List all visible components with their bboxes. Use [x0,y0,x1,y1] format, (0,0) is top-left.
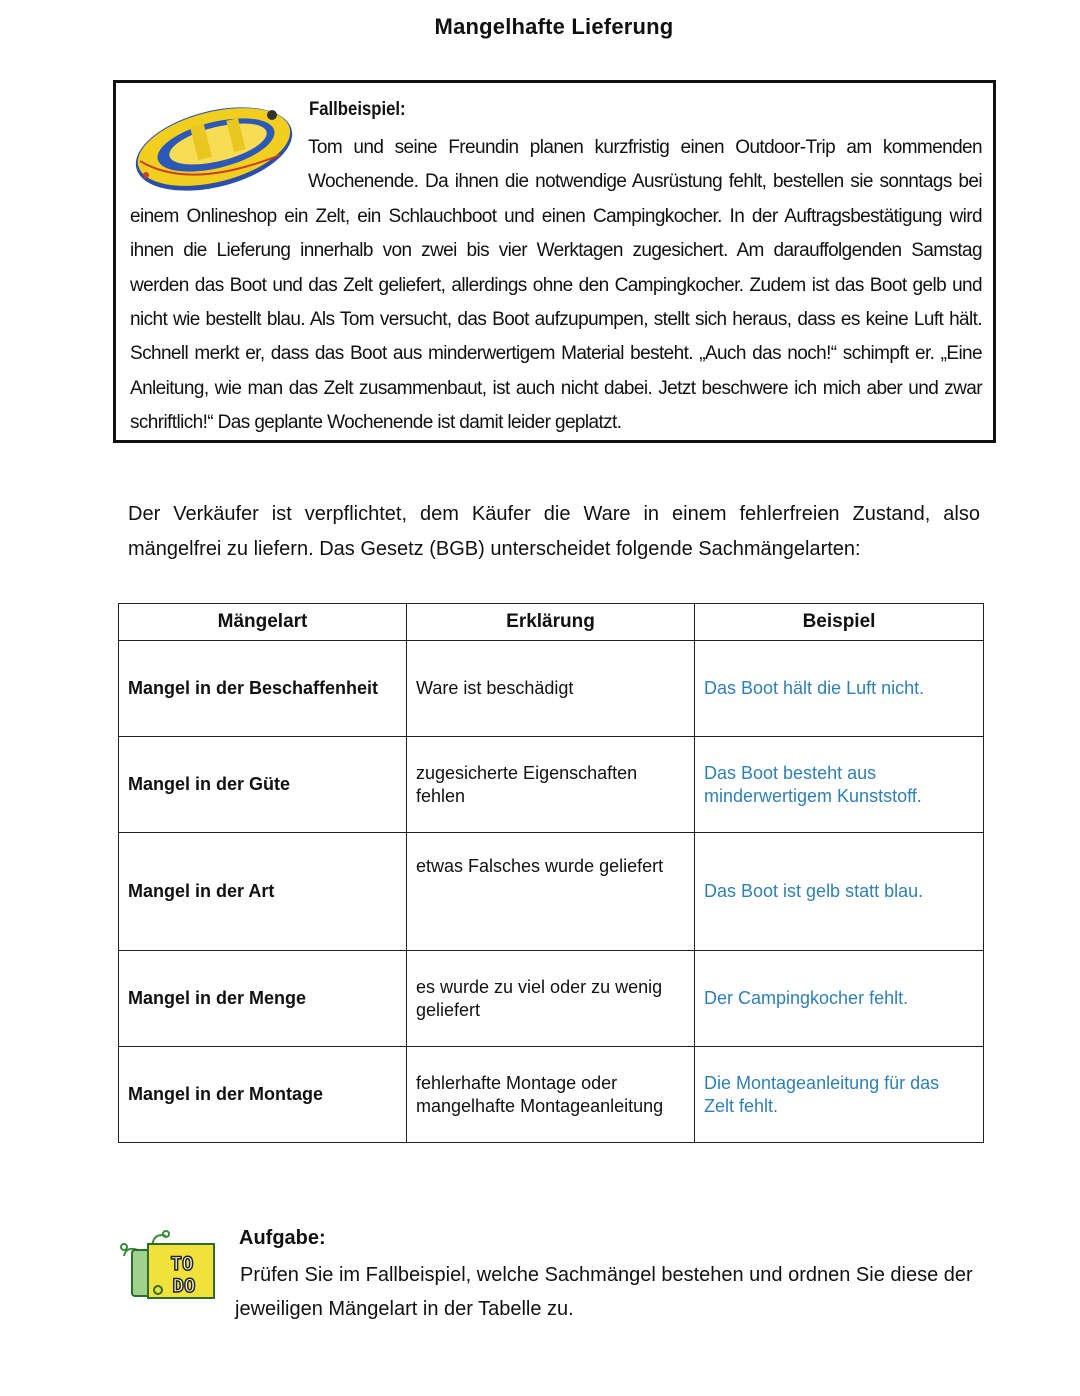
column-header: Beispiel [695,604,984,641]
explanation-cell: etwas Falsches wurde geliefert [407,833,695,951]
explanation-cell: fehlerhafte Montage oder mangelhafte Montageanleitung [407,1047,695,1143]
case-study-box [113,80,996,443]
table-header-row [119,604,984,641]
table-row [119,1047,984,1143]
table-row [119,737,984,833]
column-header: Erklärung [407,604,695,641]
case-text [130,131,982,441]
example-cell: Das Boot hält die Luft nicht. [695,641,984,737]
intro-paragraph: Der Verkäufer ist verpflichtet, dem Käufer die Ware in einem fehlerfreien Zustand, also mängelfrei zu liefern. Das Gesetz (BGB) unterscheidet folgende Sachmängelarten: [128,503,980,560]
defect-type-cell: Mangel in der Menge [119,951,407,1047]
explanation-cell: zugesicherte Eigenschaften fehlen [407,737,695,833]
example-cell: Das Boot besteht aus minderwertigem Kunststoff. [695,737,984,833]
table-row [119,951,984,1047]
defect-type-cell: Mangel in der Beschaffenheit [119,641,407,737]
task-heading: Aufgabe: [239,1227,326,1249]
page-title: Mangelhafte Lieferung [434,14,674,39]
example-cell: Der Campingkocher fehlt. [695,951,984,1047]
example-cell: Das Boot ist gelb statt blau. [695,833,984,951]
todo-icon [118,1226,218,1304]
defect-types-table [118,603,984,1143]
case-text-body: Tom und seine Freundin planen kurzfristig einen Outdoor-Trip am kommenden Wochenende. Da ihnen die notwendige Ausrüstung fehlt, bestellen sie sonntags bei einem Onlineshop ein Zelt, ein Schlauchboot und einen Campingkocher. In der Auftragsbestätigung wird ihnen die Lieferung innerhalb von zwei bis vier Werktagen zugesichert. Am darauffolgenden Samstag werden das Boot und das Zelt geliefert, allerdings ohne den Campingkocher. Zudem ist das Boot gelb und nicht wie bestellt blau. Als Tom versucht, das Boot aufzupumpen, stellt sich heraus, dass es keine Luft hält. Schnell merkt er, dass das Boot aus minderwertigem Material besteht. „Auch das noch!“ schimpft er. „Eine Anleitung, wie man das Zelt zusammenbaut, ist auch nicht dabei. Jetzt beschwere ich mich aber und zwar schriftlich!“ Das geplante Wochenende ist damit leider geplatzt. [130,137,982,434]
defect-type-cell: Mangel in der Güte [119,737,407,833]
defect-type-cell: Mangel in der Montage [119,1047,407,1143]
todo-icon-text-top: TO [170,1253,194,1275]
explanation-cell: Ware ist beschädigt [407,641,695,737]
column-header: Mängelart [119,604,407,641]
explanation-cell: es wurde zu viel oder zu wenig geliefert [407,951,695,1047]
case-heading: Fallbeispiel: [309,99,406,120]
task-text: Prüfen Sie im Fallbeispiel, welche Sachmängel bestehen und ordnen Sie diese der jeweiligen Mängelart in der Tabelle zu. [235,1264,973,1320]
table-row [119,833,984,951]
todo-icon-text-bottom: DO [172,1275,196,1297]
example-cell: Die Montageanleitung für das Zelt fehlt. [695,1047,984,1143]
table-row [119,641,984,737]
defect-type-cell: Mangel in der Art [119,833,407,951]
